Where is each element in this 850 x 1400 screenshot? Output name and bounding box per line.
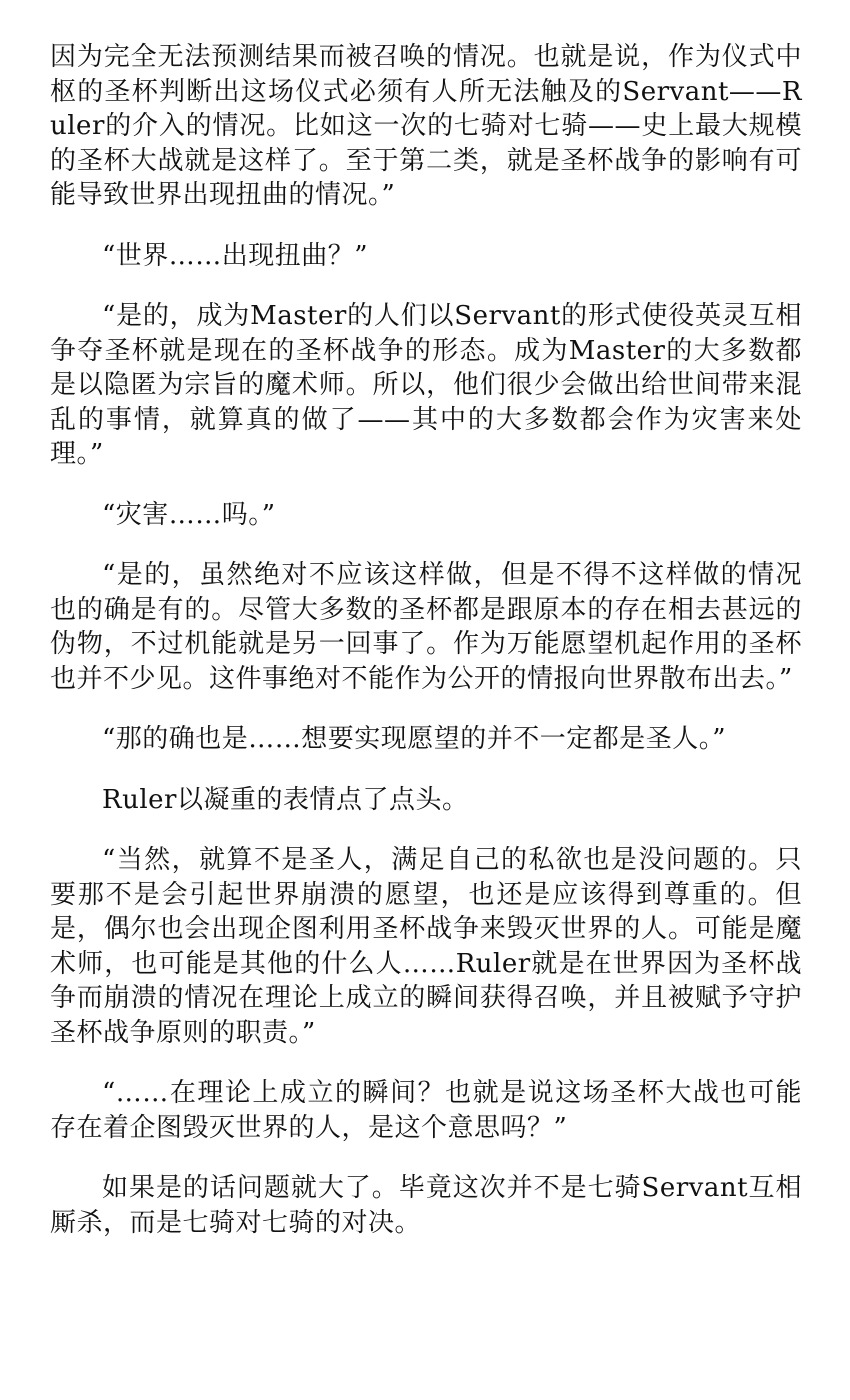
paragraph: 因为完全无法预测结果而被召唤的情况。也就是说，作为仪式中枢的圣杯判断出这场仪式必须有人所无法触及的Servant——Ruler的介入的情况。比如这一次的七骑对七骑——史上最大规模的圣杯大战就是这样了。至于第二类，就是圣杯战争的影响有可能导致世界出现扭曲的情况。” [50, 42, 802, 210]
paragraph: “当然，就算不是圣人，满足自己的私欲也是没问题的。只要那不是会引起世界崩溃的愿望，也还是应该得到尊重的。但是，偶尔也会出现企图利用圣杯战争来毁灭世界的人。可能是魔术师，也可能是其他的什么人……Ruler就是在世界因为圣杯战争而崩溃的情况在理论上成立的瞬间获得召唤，并且被赋予守护圣杯战争原则的职责。” [50, 845, 802, 1048]
paragraph: “那的确也是……想要实现愿望的并不一定都是圣人。” [102, 724, 727, 754]
paragraph: “是的，成为Master的人们以Servant的形式使役英灵互相争夺圣杯就是现在的圣杯战争的形态。成为Master的大多数都是以隐匿为宗旨的魔术师。所以，他们很少会做出给世间带来混乱的事情，就算真的做了——其中的大多数都会作为灾害来处理。” [50, 301, 802, 469]
paragraph: “是的，虽然绝对不应该这样做，但是不得不这样做的情况也的确是有的。尽管大多数的圣杯都是跟原本的存在相去甚远的伪物，不过机能就是另一回事了。作为万能愿望机起作用的圣杯也并不少见。这件事绝对不能作为公开的情报向世界散布出去。” [50, 560, 802, 694]
paragraph: “世界……出现扭曲？” [102, 240, 369, 271]
paragraph: “灾害……吗。” [102, 499, 276, 530]
paragraph: “……在理论上成立的瞬间？也就是说这场圣杯大战也可能存在着企图毁灭世界的人，是这个意思吗？” [50, 1078, 802, 1143]
paragraph: Ruler以凝重的表情点了点头。 [102, 784, 469, 815]
paragraph: 如果是的话问题就大了。毕竟这次并不是七骑Servant互相厮杀，而是七骑对七骑的对决。 [50, 1173, 802, 1238]
document-page [50, 40, 802, 1266]
